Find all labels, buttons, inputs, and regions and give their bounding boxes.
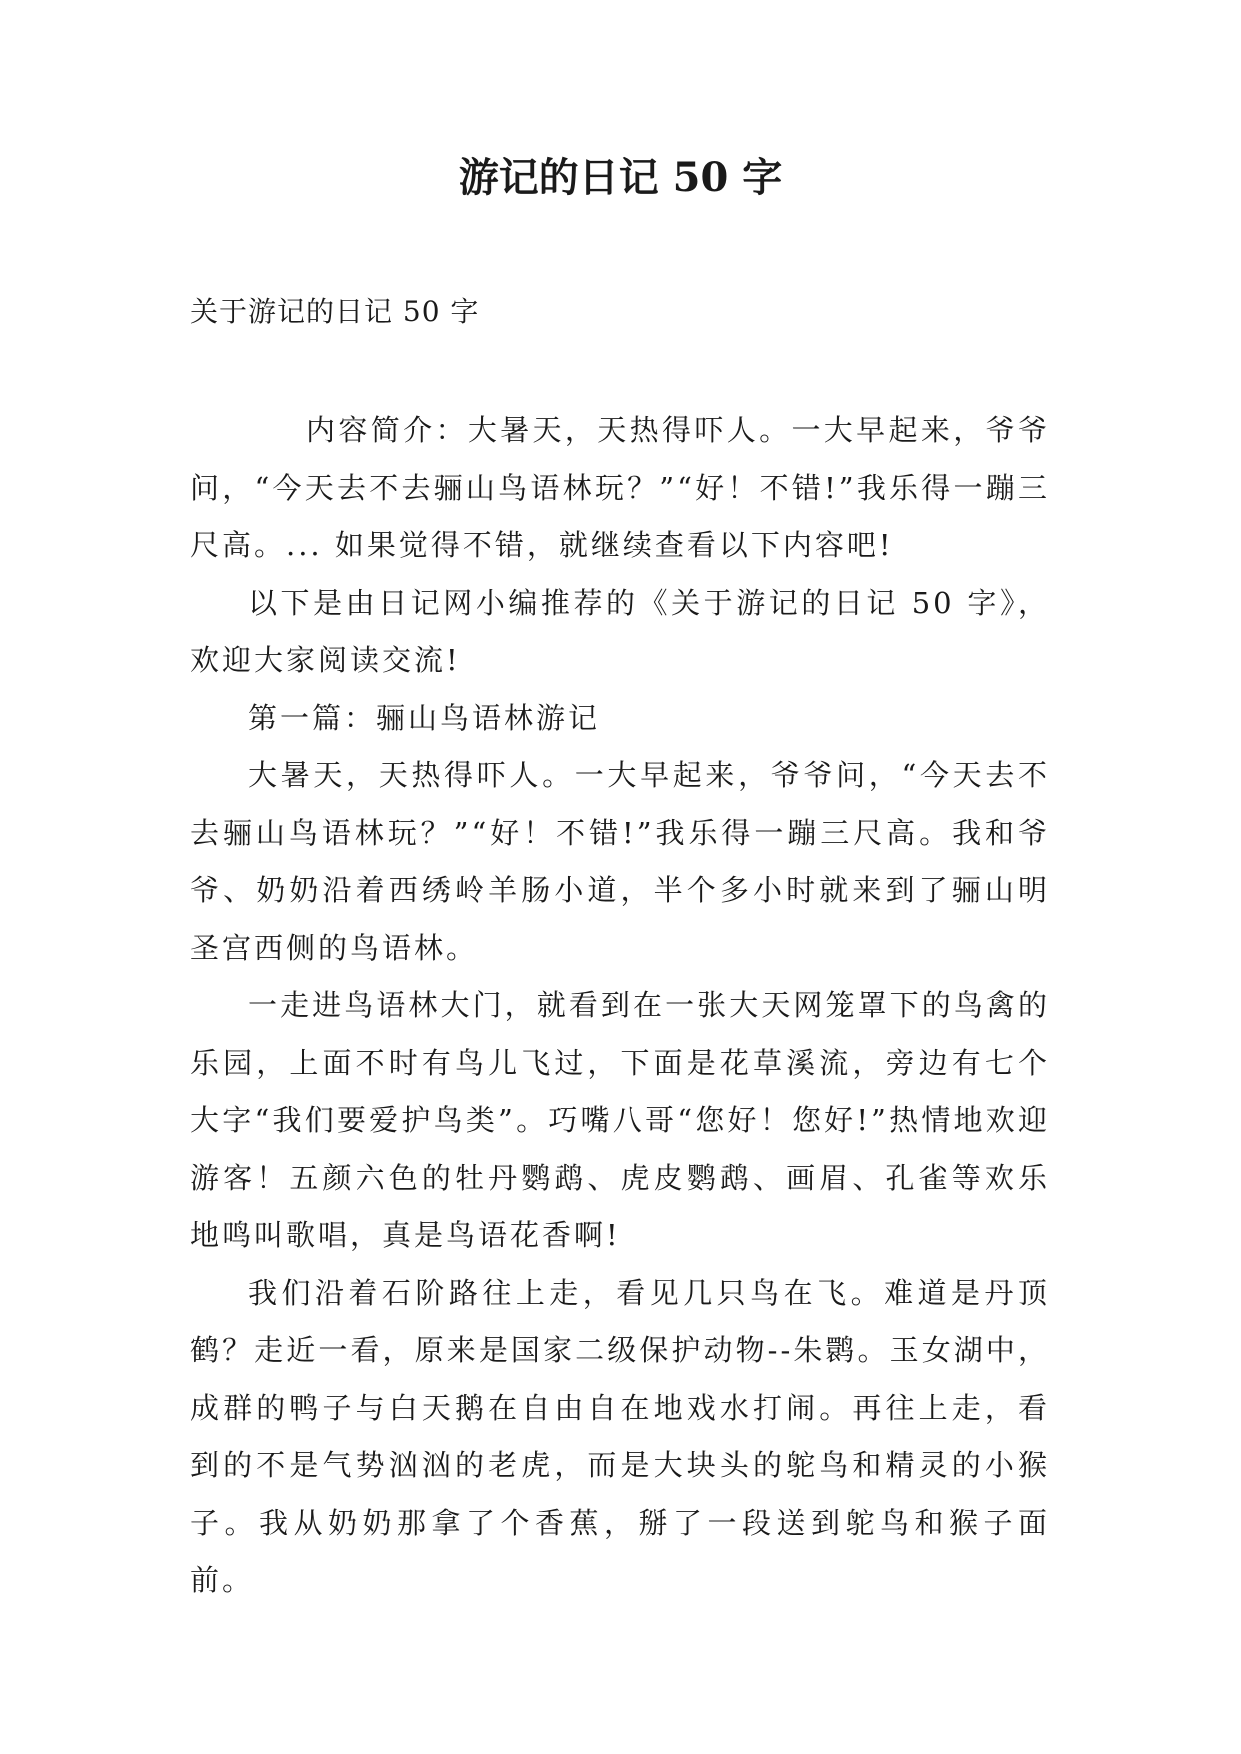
paragraph-recommendation: 以下是由日记网小编推荐的《关于游记的日记 50 字》，欢迎大家阅读交流! (190, 585, 1050, 677)
section-heading: 第一篇：骊山鸟语林游记 (248, 700, 601, 735)
paragraph: 大暑天，天热得吓人。一大早起来，爷爷问，“今天去不去骊山鸟语林玩？”“好！不错!”我乐得一蹦三尺高。我和爷爷、奶奶沿着西绣岭羊肠小道，半个多小时就来到了骊山明圣宫西侧的鸟语林。 (190, 758, 1050, 965)
document-body (190, 402, 1050, 1610)
document-title: 游记的日记 50 字 (458, 154, 783, 201)
paragraph: 我们沿着石阶路往上走，看见几只鸟在飞。难道是丹顶鹤？走近一看，原来是国家二级保护动物--朱鹮。玉女湖中，成群的鸭子与白天鹅在自由自在地戏水打闹。再往上走，看到的不是气势汹汹的老虎，而是大块头的鸵鸟和精灵的小猴子。我从奶奶那拿了个香蕉，掰了一段送到鸵鸟和猴子面前。 (190, 1275, 1050, 1597)
document-subtitle: 关于游记的日记 50 字 (190, 295, 480, 328)
paragraph-intro: 内容简介：大暑天，天热得吓人。一大早起来，爷爷问，“今天去不去骊山鸟语林玩？”“好！不错!”我乐得一蹦三尺高。... 如果觉得不错，就继续查看以下内容吧! (190, 413, 1050, 562)
paragraph: 一走进鸟语林大门，就看到在一张大天网笼罩下的鸟禽的乐园，上面不时有鸟儿飞过，下面是花草溪流，旁边有七个大字“我们要爱护鸟类”。巧嘴八哥“您好！您好!”热情地欢迎游客！五颜六色的牡丹鹦鹉、虎皮鹦鹉、画眉、孔雀等欢乐地鸣叫歌唱，真是鸟语花香啊! (190, 988, 1050, 1252)
